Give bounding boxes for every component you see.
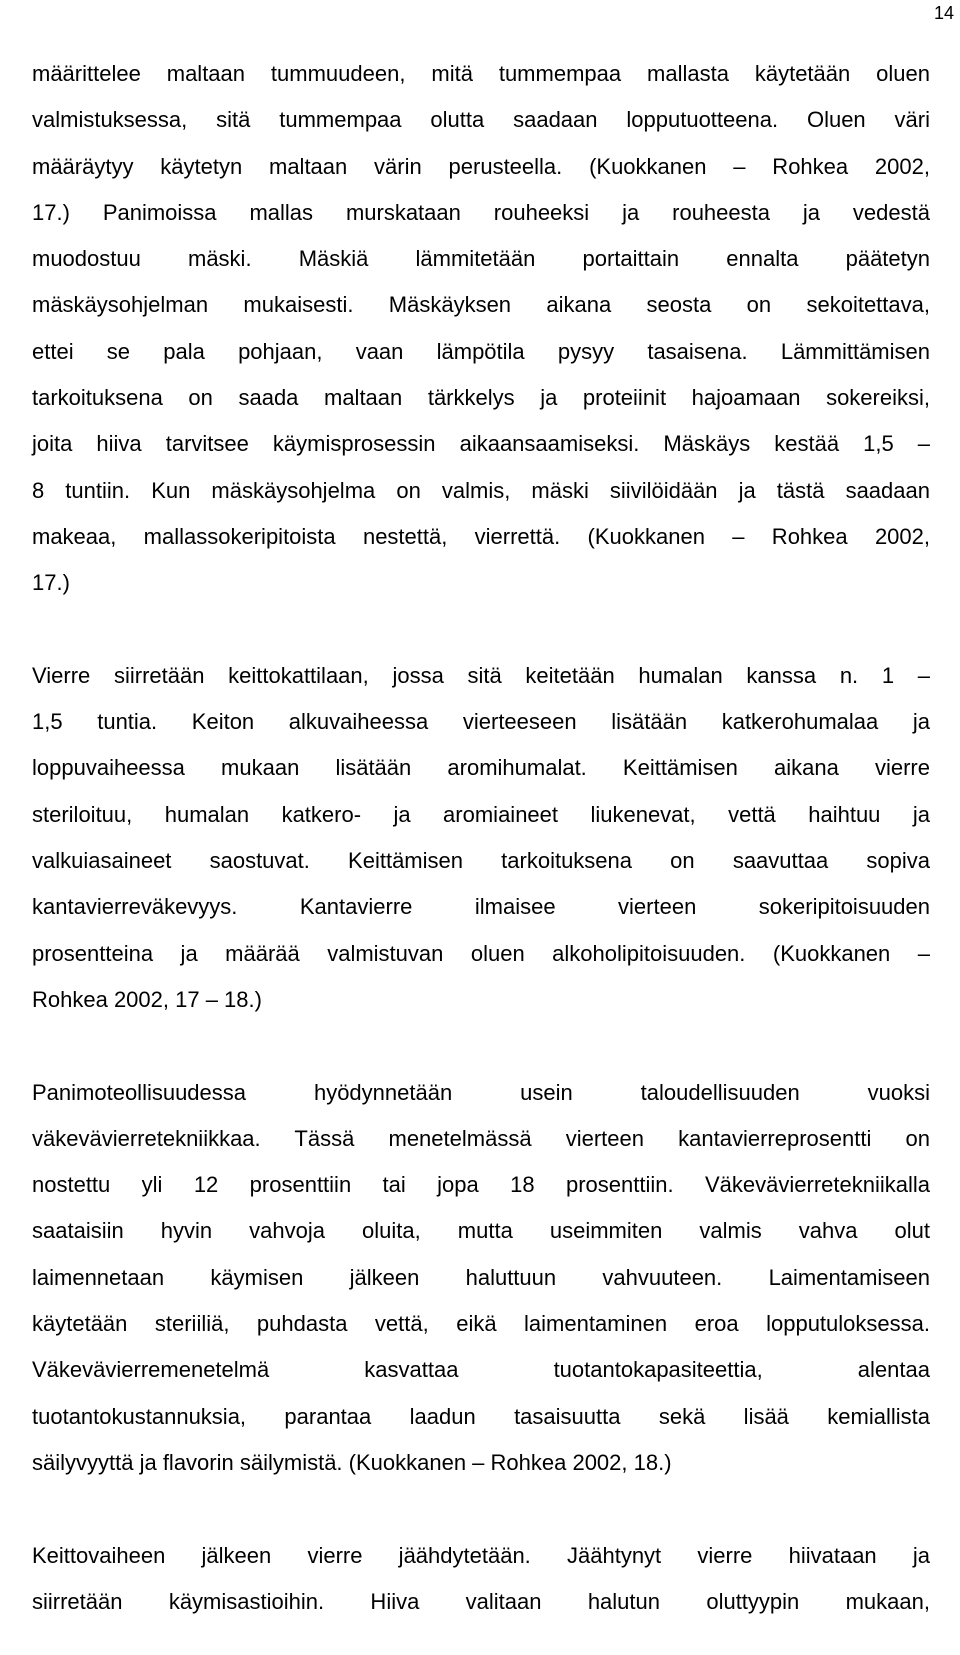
- text-line: 17.): [32, 570, 70, 596]
- text-line: mäskäysohjelman mukaisesti. Mäskäyksen aikana seosta on sekoitettava,: [32, 292, 930, 318]
- paragraph-mashing: [32, 56, 930, 612]
- page-number: 14: [933, 3, 954, 23]
- paragraph-cooling: [32, 1538, 930, 1631]
- paragraph-spacer: [32, 1028, 930, 1074]
- text-line: käytetään steriiliä, puhdasta vettä, eikä laimentaminen eroa lopputuloksessa.: [32, 1311, 930, 1337]
- text-line: joita hiiva tarvitsee käymisprosessin aikaansaamiseksi. Mäskäys kestää 1,5 –: [32, 431, 930, 457]
- text-line: muodostuu mäski. Mäskiä lämmitetään portaittain ennalta päätetyn: [32, 246, 930, 272]
- text-line: Väkevävierremenetelmä kasvattaa tuotantokapasiteettia, alentaa: [32, 1357, 930, 1383]
- text-line: valmistuksessa, sitä tummempaa olutta saadaan lopputuotteena. Oluen väri: [32, 107, 930, 133]
- text-line: makeaa, mallassokeripitoista nestettä, vierrettä. (Kuokkanen – Rohkea 2002,: [32, 523, 930, 549]
- text-line: 8 tuntiin. Kun mäskäysohjelma on valmis, mäski siivilöidään ja tästä saadaan: [32, 477, 930, 503]
- text-line: määrittelee maltaan tummuudeen, mitä tummempaa mallasta käytetään oluen: [32, 61, 930, 86]
- text-line: tarkoituksena on saada maltaan tärkkelys ja proteiinit hajoamaan sokereiksi,: [32, 385, 930, 411]
- text-line: laimennetaan käymisen jälkeen haluttuun vahvuuteen. Laimentamiseen: [32, 1264, 930, 1290]
- text-line: valkuiasaineet saostuvat. Keittämisen tarkoituksena on saavuttaa sopiva: [32, 848, 930, 874]
- text-line: prosentteina ja määrää valmistuvan oluen alkoholipitoisuuden. (Kuokkanen –: [32, 940, 930, 966]
- text-line: määräytyy käytetyn maltaan värin perusteella. (Kuokkanen – Rohkea 2002,: [32, 153, 930, 179]
- text-line: Panimoteollisuudessa hyödynnetään usein taloudellisuuden vuoksi: [32, 1079, 930, 1105]
- text-line: saataisiin hyvin vahvoja oluita, mutta useimmiten valmis vahva olut: [32, 1218, 930, 1244]
- text-line: steriloituu, humalan katkero- ja aromiaineet liukenevat, vettä haihtuu ja: [32, 801, 930, 827]
- text-line: 17.) Panimoissa mallas murskataan rouheeksi ja rouheesta ja vedestä: [32, 199, 930, 225]
- text-line: nostettu yli 12 prosenttiin tai jopa 18 prosenttiin. Väkevävierretekniikalla: [32, 1172, 930, 1198]
- text-line: ettei se pala pohjaan, vaan lämpötila pysyy tasaisena. Lämmittämisen: [32, 338, 930, 364]
- text-line: Keittovaiheen jälkeen vierre jäähdytetään. Jäähtynyt vierre hiivataan ja: [32, 1542, 930, 1568]
- text-line: Vierre siirretään keittokattilaan, jossa sitä keitetään humalan kanssa n. 1 –: [32, 662, 930, 688]
- text-line: kantavierreväkevyys. Kantavierre ilmaisee vierteen sokeripitoisuuden: [32, 894, 930, 920]
- paragraph-high-gravity: [32, 1075, 930, 1492]
- text-line: väkevävierretekniikkaa. Tässä menetelmässä vierteen kantavierreprosentti on: [32, 1125, 930, 1151]
- text-line: siirretään käymisastioihin. Hiiva valitaan halutun oluttyypin mukaan,: [32, 1588, 930, 1614]
- paragraph-boiling: [32, 658, 930, 1028]
- paragraph-spacer: [32, 612, 930, 658]
- text-line: loppuvaiheessa mukaan lisätään aromihumalat. Keittämisen aikana vierre: [32, 755, 930, 781]
- text-line: 1,5 tuntia. Keiton alkuvaiheessa vierteeseen lisätään katkerohumalaa ja: [32, 709, 930, 735]
- text-line: säilyvyyttä ja flavorin säilymistä. (Kuokkanen – Rohkea 2002, 18.): [32, 1449, 672, 1475]
- text-line: Rohkea 2002, 17 – 18.): [32, 986, 262, 1012]
- paragraph-spacer: [32, 1491, 930, 1537]
- text-line: tuotantokustannuksia, parantaa laadun tasaisuutta sekä lisää kemiallista: [32, 1403, 930, 1429]
- document-body: [32, 56, 930, 1630]
